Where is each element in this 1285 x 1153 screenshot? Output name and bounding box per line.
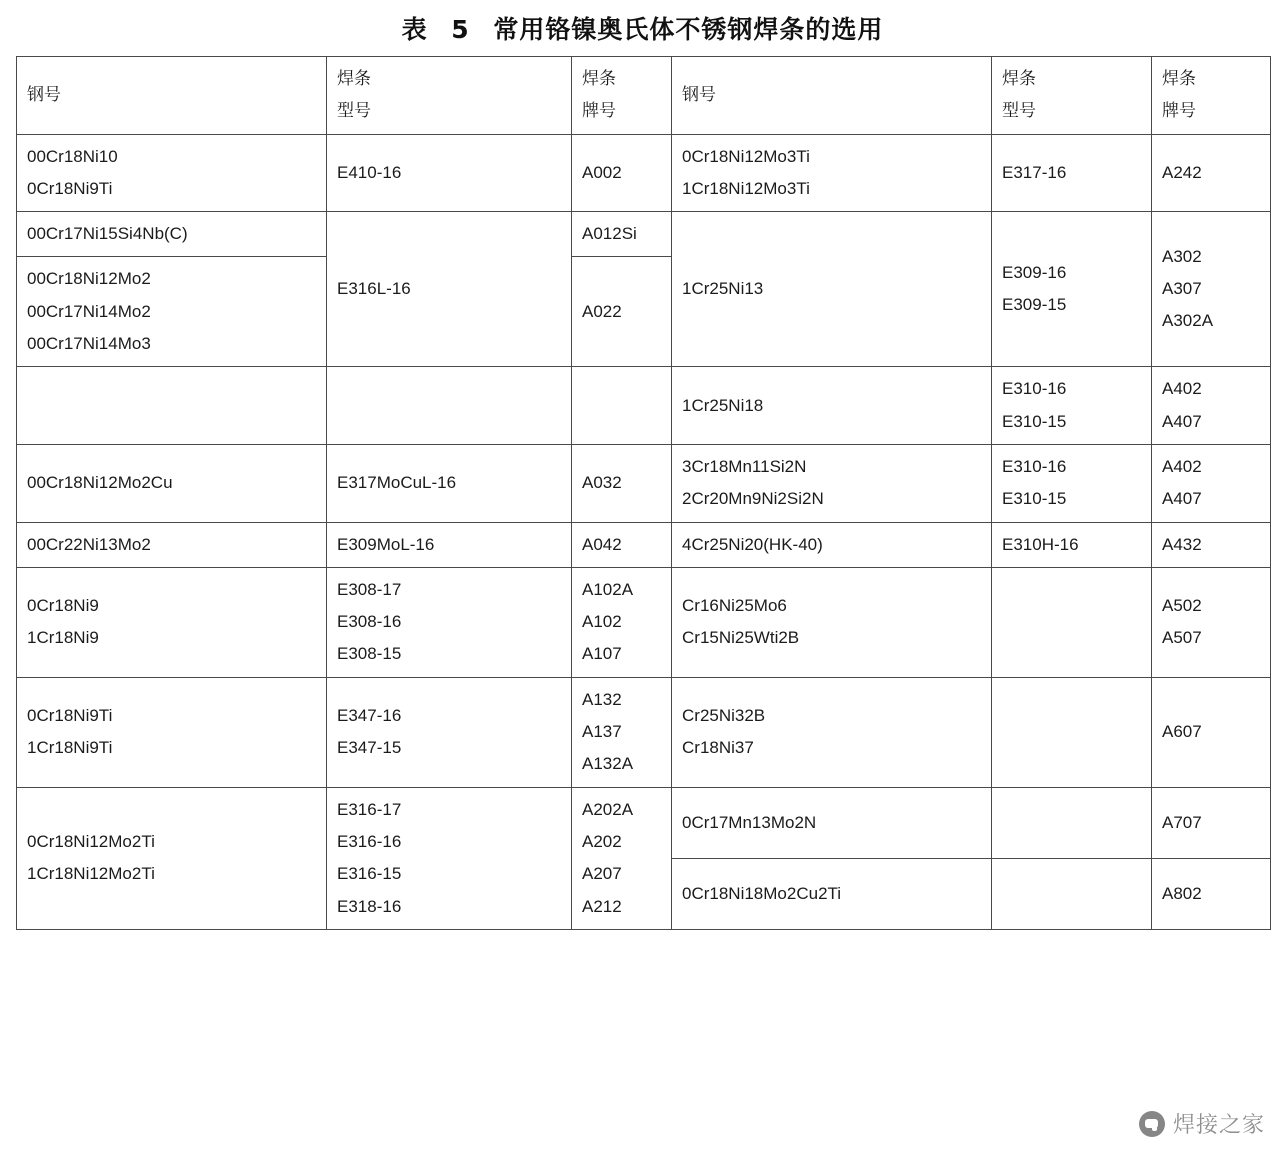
cell-right-brand: A242	[1152, 134, 1271, 212]
cell-left-brand: A012Si	[572, 212, 672, 257]
page-title	[0, 0, 1285, 56]
cell-right-steel: 1Cr25Ni13	[672, 212, 992, 367]
cell-right-steel: 0Cr18Ni12Mo3Ti 1Cr18Ni12Mo3Ti	[672, 134, 992, 212]
header-left-steel	[17, 57, 327, 135]
cell-left-steel: 00Cr17Ni15Si4Nb(C)	[17, 212, 327, 257]
cell-left-brand: A132 A137 A132A	[572, 677, 672, 787]
cell-right-brand: A402 A407	[1152, 367, 1271, 445]
cell-right-type	[992, 677, 1152, 787]
cell-right-steel: 3Cr18Mn11Si2N 2Cr20Mn9Ni2Si2N	[672, 444, 992, 522]
cell-left-brand: A042	[572, 522, 672, 567]
cell-right-steel: 4Cr25Ni20(HK-40)	[672, 522, 992, 567]
cell-left-type: E316L-16	[327, 212, 572, 367]
cell-left-steel: 00Cr22Ni13Mo2	[17, 522, 327, 567]
cell-left-steel: 00Cr18Ni12Mo2 00Cr17Ni14Mo2 00Cr17Ni14Mo3	[17, 257, 327, 367]
cell-right-brand: A607	[1152, 677, 1271, 787]
table-row	[17, 212, 1271, 257]
header-left-brand	[572, 57, 672, 135]
cell-left-steel: 00Cr18Ni10 0Cr18Ni9Ti	[17, 134, 327, 212]
header-right-type	[992, 57, 1152, 135]
cell-right-type	[992, 567, 1152, 677]
header-label: 牌号	[582, 101, 616, 121]
cell-left-brand: A102A A102 A107	[572, 567, 672, 677]
table-row	[17, 134, 1271, 212]
cell-left-steel: 00Cr18Ni12Mo2Cu	[17, 444, 327, 522]
cell-left-steel: 0Cr18Ni12Mo2Ti 1Cr18Ni12Mo2Ti	[17, 787, 327, 929]
cell-left-type: E410-16	[327, 134, 572, 212]
cell-right-brand: A432	[1152, 522, 1271, 567]
header-label: 焊条	[1002, 69, 1036, 88]
header-right-brand	[1152, 57, 1271, 135]
cell-right-type	[992, 858, 1152, 929]
header-left-type	[327, 57, 572, 135]
cell-right-type: E317-16	[992, 134, 1152, 212]
cell-left-steel: 0Cr18Ni9Ti 1Cr18Ni9Ti	[17, 677, 327, 787]
cell-left-steel: 0Cr18Ni9 1Cr18Ni9	[17, 567, 327, 677]
cell-right-brand: A707	[1152, 787, 1271, 858]
cell-right-type: E310-16 E310-15	[992, 367, 1152, 445]
header-label: 钢号	[682, 85, 716, 105]
cell-right-brand: A502 A507	[1152, 567, 1271, 677]
table-row	[17, 567, 1271, 677]
cell-right-type: E310-16 E310-15	[992, 444, 1152, 522]
cell-right-steel: 0Cr18Ni18Mo2Cu2Ti	[672, 858, 992, 929]
table-row	[17, 677, 1271, 787]
cell-left-type: E309MoL-16	[327, 522, 572, 567]
table-row	[17, 787, 1271, 858]
cell-left-brand: A002	[572, 134, 672, 212]
header-label: 牌号	[1162, 101, 1196, 121]
watermark-label: 焊接之家	[1172, 1113, 1265, 1138]
cell-left-brand: A022	[572, 257, 672, 367]
watermark	[1139, 1108, 1265, 1139]
cell-left-brand: A202A A202 A207 A212	[572, 787, 672, 929]
cell-left-type: E316-17 E316-16 E316-15 E318-16	[327, 787, 572, 929]
header-label: 钢号	[27, 85, 61, 105]
table-row	[17, 367, 1271, 445]
spacer-left-steel	[17, 367, 327, 445]
header-label: 焊条	[1162, 69, 1196, 88]
cell-left-type: E317MoCuL-16	[327, 444, 572, 522]
welding-electrode-table	[16, 56, 1271, 930]
cell-right-steel: 1Cr25Ni18	[672, 367, 992, 445]
cell-right-type: E310H-16	[992, 522, 1152, 567]
cell-left-brand: A032	[572, 444, 672, 522]
title-prefix: 表	[401, 15, 428, 44]
wechat-logo-icon	[1139, 1111, 1165, 1137]
header-label: 型号	[337, 101, 371, 121]
title-text: 常用铬镍奥氏体不锈钢焊条的选用	[493, 15, 884, 44]
header-label: 型号	[1002, 101, 1036, 121]
cell-right-brand: A302 A307 A302A	[1152, 212, 1271, 367]
cell-right-brand: A402 A407	[1152, 444, 1271, 522]
cell-left-type: E347-16 E347-15	[327, 677, 572, 787]
table-row	[17, 444, 1271, 522]
spacer-left-brand	[572, 367, 672, 445]
header-right-steel	[672, 57, 992, 135]
cell-right-type: E309-16 E309-15	[992, 212, 1152, 367]
spacer-left-type	[327, 367, 572, 445]
cell-right-steel: Cr16Ni25Mo6 Cr15Ni25Wti2B	[672, 567, 992, 677]
cell-right-type	[992, 787, 1152, 858]
cell-right-brand: A802	[1152, 858, 1271, 929]
header-label: 焊条	[337, 69, 371, 88]
header-label: 焊条	[582, 69, 616, 88]
table-header-row	[17, 57, 1271, 135]
cell-right-steel: Cr25Ni32B Cr18Ni37	[672, 677, 992, 787]
table-row	[17, 522, 1271, 567]
cell-right-steel: 0Cr17Mn13Mo2N	[672, 787, 992, 858]
cell-left-type: E308-17 E308-16 E308-15	[327, 567, 572, 677]
title-number: 5	[451, 15, 470, 44]
